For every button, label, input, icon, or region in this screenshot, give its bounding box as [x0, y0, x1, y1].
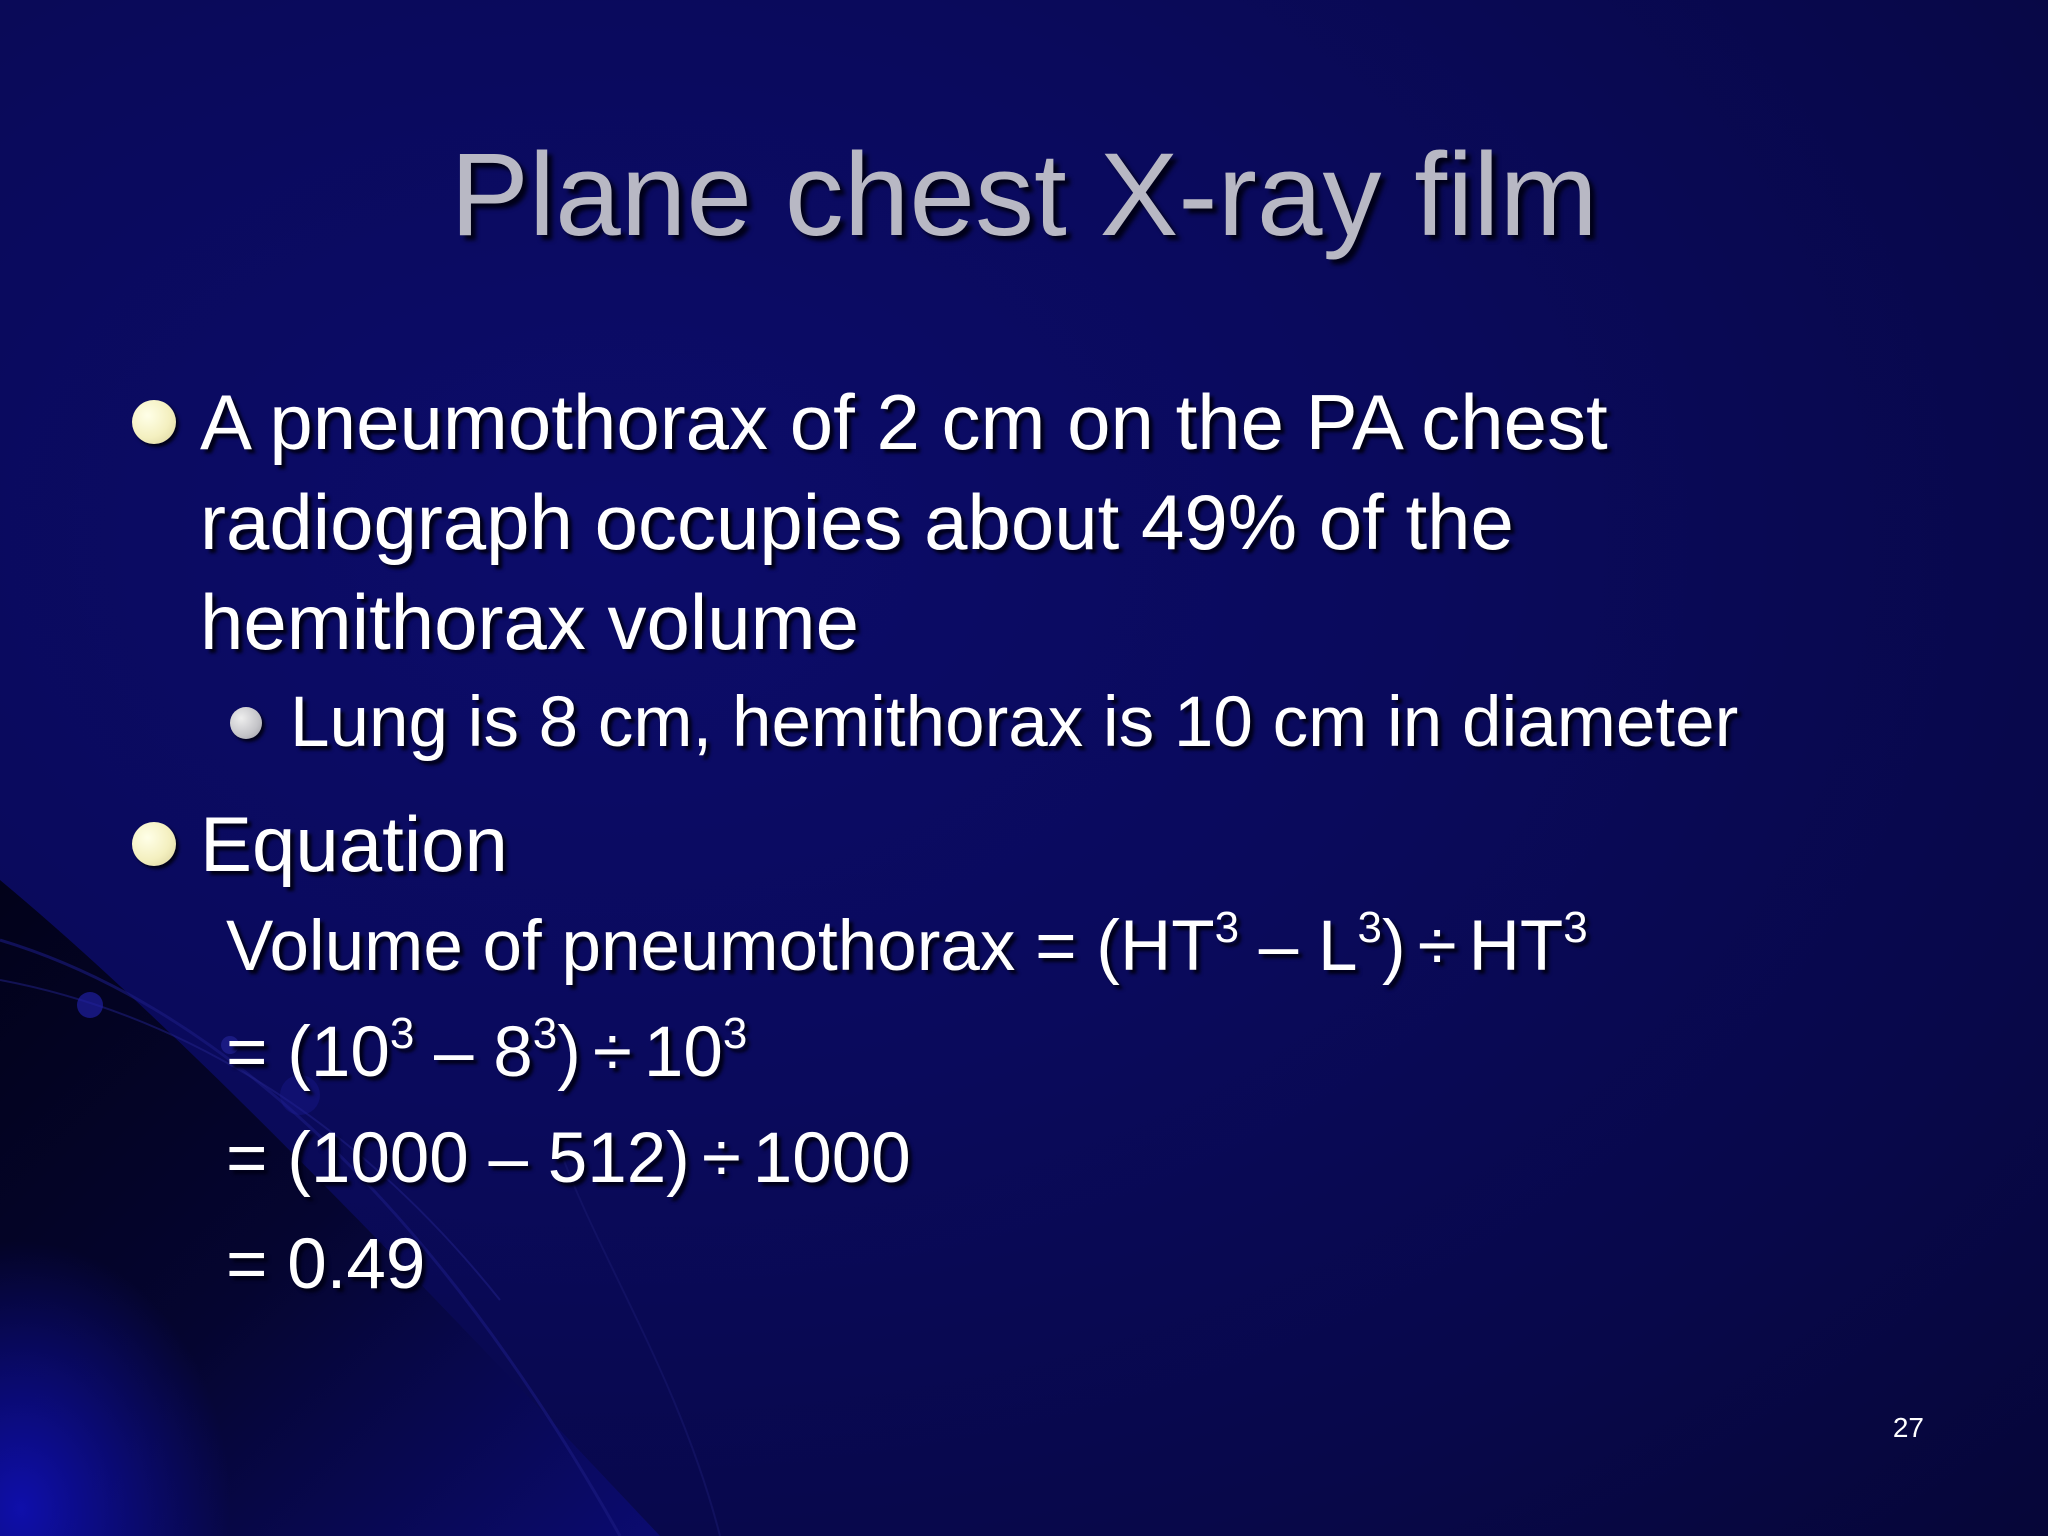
equation-text: )	[1382, 907, 1406, 986]
page-number: 27	[1892, 1412, 1924, 1443]
equation-text: 1000	[752, 1119, 911, 1198]
division-sign: ÷	[1417, 907, 1457, 986]
bullet-equation: Equation	[200, 800, 508, 888]
equation-text: 10	[643, 1013, 723, 1092]
exponent: 3	[722, 1009, 748, 1058]
bullet-dot-icon	[132, 400, 176, 444]
bullet-dot-icon	[132, 822, 176, 866]
equation-text: Volume of pneumothorax = (HT	[226, 907, 1215, 986]
equation-text: – L	[1239, 907, 1358, 986]
equation-line-2	[226, 1008, 747, 1098]
equation-line-3	[226, 1114, 911, 1204]
equation-text: – 8	[414, 1013, 533, 1092]
slide-title: Plane chest X-ray film	[450, 129, 1598, 261]
sub-bullet-lung-diameter: Lung is 8 cm, hemithorax is 10 cm in diameter	[290, 683, 1739, 762]
exponent: 3	[389, 1009, 415, 1058]
sub-bullet-dot-icon	[230, 707, 262, 739]
division-sign: ÷	[701, 1119, 741, 1198]
equation-result: = 0.49	[226, 1225, 426, 1304]
division-sign: ÷	[592, 1013, 632, 1092]
equation-text: = (10	[226, 1013, 390, 1092]
equation-text: HT	[1468, 907, 1564, 986]
equation-text: )	[557, 1013, 581, 1092]
exponent: 3	[1214, 903, 1240, 952]
exponent: 3	[1357, 903, 1382, 952]
exponent: 3	[1563, 903, 1588, 952]
equation-text: = (1000 – 512)	[226, 1119, 690, 1198]
exponent: 3	[532, 1009, 558, 1058]
equation-line-1	[226, 902, 1588, 992]
bullet-pneumothorax-volume: A pneumothorax of 2 cm on the PA chest radiograph occupies about 49% of the hemithorax volume	[200, 378, 1608, 666]
